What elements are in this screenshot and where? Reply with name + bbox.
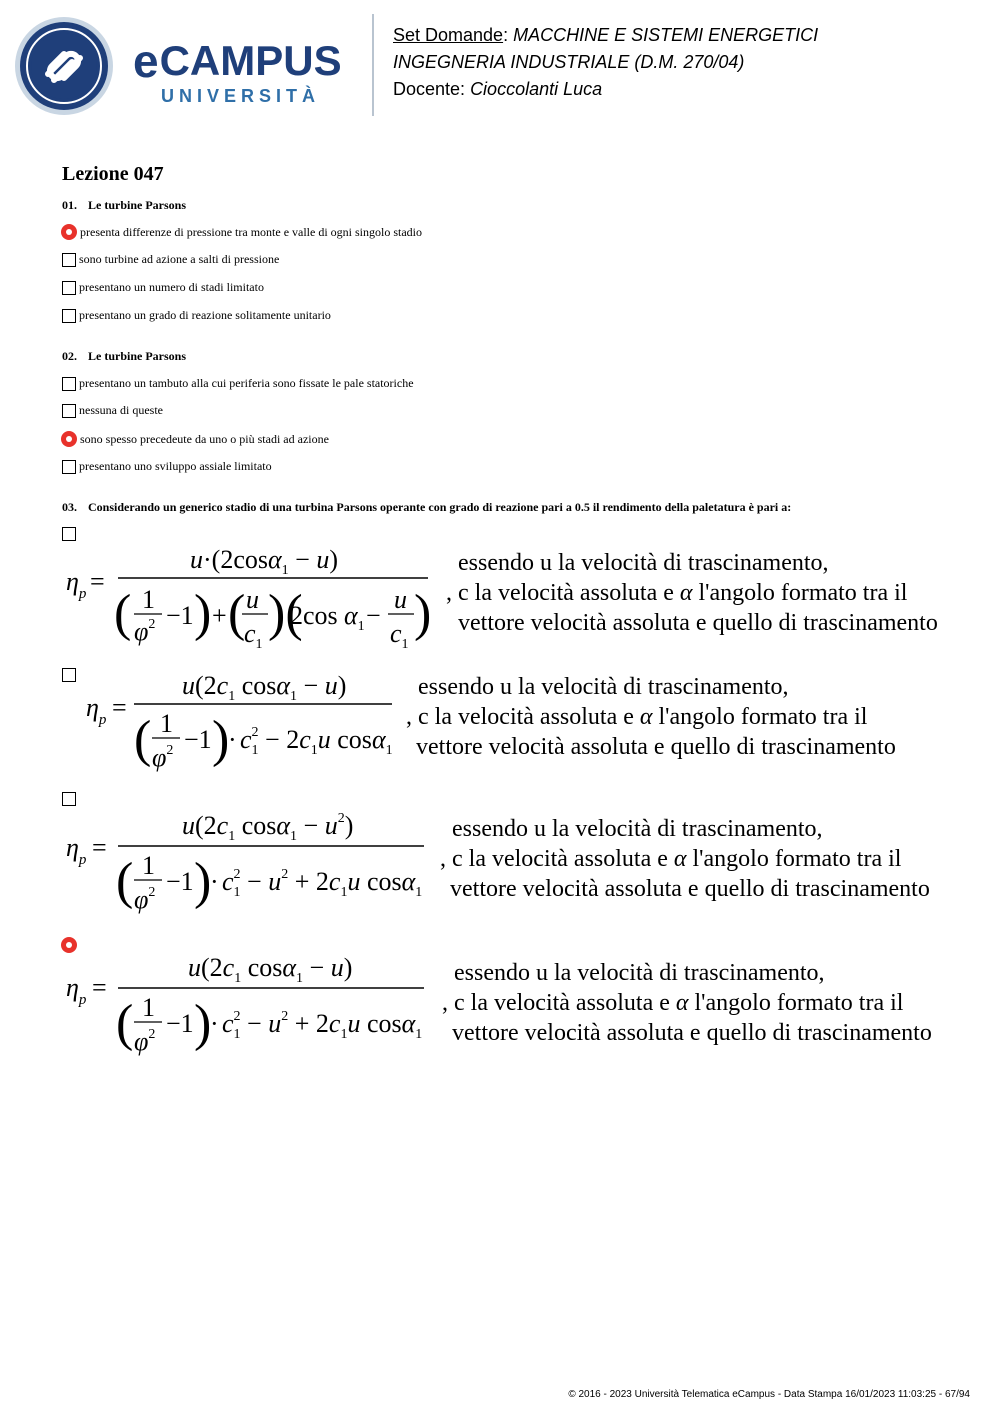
svg-text:1: 1 xyxy=(142,993,155,1022)
svg-text:2cos: 2cos xyxy=(290,601,338,630)
svg-text:u·(2cosα1 − u): u·(2cosα$_1$ − u) xyxy=(190,545,338,578)
svg-text:, c la velocità assoluta e α l xyxy=(406,704,868,730)
set-title: MACCHINE E SISTEMI ENERGETICI xyxy=(513,25,819,45)
selected-radio-icon[interactable] xyxy=(61,224,77,240)
brand-name-text: CAMPUS xyxy=(159,37,342,84)
svg-text:·: · xyxy=(228,725,237,754)
question-number: 03. xyxy=(62,500,77,514)
checkbox[interactable] xyxy=(62,460,76,474)
checkbox[interactable] xyxy=(62,253,76,267)
svg-text:c1: $c_1$ xyxy=(390,619,409,652)
caption-alpha: α xyxy=(679,580,693,606)
caption-line-2: , c la velocità assoluta e xyxy=(446,580,674,606)
caption-line-3: vettore velocità assoluta e quello di trascinamento xyxy=(450,876,930,902)
question-number: 01. xyxy=(62,198,77,212)
svg-text:φ2: $\varphi^2$ xyxy=(134,617,156,646)
set-subtitle: INGEGNERIA INDUSTRIALE (D.M. 270/04) xyxy=(393,52,745,72)
checkbox[interactable] xyxy=(62,281,76,295)
svg-text:u: u xyxy=(394,585,407,614)
svg-text:α1: $\alpha_1$ xyxy=(344,601,365,634)
checkbox[interactable] xyxy=(62,377,76,391)
svg-text:(: ( xyxy=(114,585,132,642)
caption-line-2b: l'angolo formato tra il xyxy=(694,990,904,1016)
q1-option-4[interactable] xyxy=(62,308,331,323)
svg-text:): ) xyxy=(414,585,432,642)
teacher-name: Cioccolanti Luca xyxy=(470,79,603,99)
q2-option-2[interactable] xyxy=(62,403,163,418)
svg-text:(: ( xyxy=(134,711,152,768)
checkbox[interactable] xyxy=(62,792,76,806)
q2-option-1[interactable] xyxy=(62,376,414,391)
checkbox[interactable] xyxy=(62,309,76,323)
caption-line-2b: l'angolo formato tra il xyxy=(692,846,902,872)
svg-text:c12 − 2c1u cosα1: $c_12 - 2c_1u$ cosα$_1$ xyxy=(240,725,393,758)
svg-text:−1: −1 xyxy=(166,867,194,896)
option-text: presentano uno sviluppo assiale limitato xyxy=(79,459,272,473)
q3-option-3[interactable] xyxy=(62,792,80,806)
q1-option-3[interactable] xyxy=(62,280,264,295)
svg-text:=: = xyxy=(92,973,107,1002)
svg-text:): ) xyxy=(212,711,230,768)
caption-line-3: vettore velocità assoluta e quello di trascinamento xyxy=(452,1020,932,1046)
q1-option-1[interactable] xyxy=(62,224,422,240)
brand-name xyxy=(133,35,342,87)
option-text: nessuna di queste xyxy=(79,403,163,417)
checkbox[interactable] xyxy=(62,527,76,541)
svg-text:−1: −1 xyxy=(166,601,194,630)
svg-text:u(2c1 cosα1 − u): $u(2c_1$ cosα$_1$ − u) xyxy=(182,671,347,704)
option-text: presentano un tambuto alla cui periferia sono fissate le pale statoriche xyxy=(79,376,414,390)
svg-text:−: − xyxy=(366,601,381,630)
svg-text:φ2: $\varphi^2$ xyxy=(134,885,156,914)
brand-subtitle: UNIVERSITÀ xyxy=(161,86,321,106)
caption-alpha: α xyxy=(639,704,653,730)
svg-text:(: ( xyxy=(116,853,134,910)
svg-text:+: + xyxy=(212,601,227,630)
svg-text:−1: −1 xyxy=(184,725,212,754)
formula-option-2 xyxy=(62,668,962,780)
svg-text:): ) xyxy=(194,995,212,1052)
svg-text:(: ( xyxy=(228,585,246,642)
svg-text:1: 1 xyxy=(142,585,155,614)
svg-text:·: · xyxy=(210,867,219,896)
teacher-line: Docente: Cioccolanti Luca xyxy=(393,79,603,99)
selected-radio-icon[interactable] xyxy=(61,431,77,447)
svg-text:, c la velocità assoluta e α l xyxy=(440,846,902,872)
caption-line-3: vettore velocità assoluta e quello di trascinamento xyxy=(416,734,896,760)
set-subtitle-line xyxy=(393,49,818,76)
svg-text:)(: )( xyxy=(268,585,303,642)
caption-line-1: essendo u la velocità di trascinamento, xyxy=(418,674,789,700)
caption-line-2: , c la velocità assoluta e xyxy=(442,990,670,1016)
svg-text:): ) xyxy=(194,585,212,642)
question-3 xyxy=(62,500,791,515)
caption-line-1: essendo u la velocità di trascinamento, xyxy=(454,960,825,986)
caption-line-2b: l'angolo formato tra il xyxy=(698,580,908,606)
svg-text:φ2: $\varphi^2$ xyxy=(152,743,174,772)
option-text: sono spesso precedeute da uno o più stadi ad azione xyxy=(80,431,329,446)
caption-line-1: essendo u la velocità di trascinamento, xyxy=(452,816,823,842)
caption-alpha: α xyxy=(675,990,689,1016)
svg-text:φ2: $\varphi^2$ xyxy=(134,1027,156,1056)
svg-text:(: ( xyxy=(116,995,134,1052)
formula-lhs: $\eta_p$ xyxy=(66,567,87,602)
option-text: presentano un numero di stadi limitato xyxy=(79,280,264,294)
header-info xyxy=(393,22,818,103)
checkbox[interactable] xyxy=(62,404,76,418)
caption-line-3: vettore velocità assoluta e quello di trascinamento xyxy=(458,610,938,636)
svg-text:c12 − u2 + 2c1u cosα1: $c_12 - u^2 + 2c_1u$ cosα$_1$ xyxy=(222,867,423,900)
option-text: sono turbine ad azione a salti di pressione xyxy=(79,252,280,266)
option-text: presenta differenze di pressione tra monte e valle di ogni singolo stadio xyxy=(80,224,423,239)
q3-option-1[interactable] xyxy=(62,527,80,541)
set-line: Set Domande: MACCHINE E SISTEMI ENERGETICI xyxy=(393,25,819,45)
svg-text:u(2c1 cosα1 − u): $u(2c_1$ cosα$_1$ − u) xyxy=(188,953,353,986)
q1-option-2[interactable] xyxy=(62,252,279,267)
svg-text:=: = xyxy=(92,833,107,862)
caption-line-2b: l'angolo formato tra il xyxy=(658,704,868,730)
page-footer: © 2016 - 2023 Università Telematica eCampus - Data Stampa 16/01/2023 11:03:25 - 67/94 xyxy=(568,1389,970,1400)
question-2 xyxy=(62,349,186,364)
option-text: presentano un grado di reazione solitamente unitario xyxy=(79,308,331,322)
question-text: Le turbine Parsons xyxy=(88,198,187,212)
ecampus-seal-logo xyxy=(14,16,114,116)
formula-option-1 xyxy=(62,540,992,658)
caption-line-2: , c la velocità assoluta e xyxy=(406,704,634,730)
set-label: Set Domande xyxy=(393,25,504,45)
caption-line-2: , c la velocità assoluta e xyxy=(440,846,668,872)
svg-text:c1: $c_1$ xyxy=(244,619,263,652)
question-text: Le turbine Parsons xyxy=(88,349,187,363)
q2-option-4[interactable] xyxy=(62,459,272,474)
formula-option-4 xyxy=(62,950,992,1068)
svg-text:ηp: $\eta_p$ xyxy=(66,833,87,868)
svg-text:=: = xyxy=(112,693,127,722)
svg-text:, c la velocità assoluta e α l xyxy=(442,990,904,1016)
brand-wordmark xyxy=(133,35,342,107)
lesson-title: Lezione 047 xyxy=(62,163,164,185)
brand-e-glyph: e xyxy=(133,35,159,87)
svg-text:·: · xyxy=(210,1009,219,1038)
q2-option-3[interactable] xyxy=(62,431,329,447)
svg-text:c12 − u2 + 2c1u cosα1: $c_12 - u^2 + 2c_1u$ cosα$_1$ xyxy=(222,1009,423,1042)
question-1 xyxy=(62,198,186,213)
svg-text:=: = xyxy=(90,567,105,596)
svg-text:1: 1 xyxy=(142,851,155,880)
svg-text:1: 1 xyxy=(160,709,173,738)
caption-line-1: essendo u la velocità di trascinamento, xyxy=(458,550,829,576)
svg-text:ηp: $\eta_p$ xyxy=(86,693,107,728)
svg-text:): ) xyxy=(194,853,212,910)
svg-text:u: u xyxy=(246,585,259,614)
svg-text:−1: −1 xyxy=(166,1009,194,1038)
formula-option-3 xyxy=(62,806,992,924)
question-text: Considerando un generico stadio di una turbina Parsons operante con grado di reazione pari a 0.5 il rendimento della paletatura è pari a: xyxy=(88,500,792,514)
teacher-label: Docente xyxy=(393,79,461,99)
header-divider xyxy=(372,14,374,116)
svg-text:, c la velocità assoluta e α l xyxy=(446,580,908,606)
caption-alpha: α xyxy=(673,846,687,872)
question-number: 02. xyxy=(62,349,77,363)
svg-text:u(2c1 cosα1 − u2): $u(2c_1$ $\cos\alpha_1 - u^2$) xyxy=(182,811,354,844)
svg-text:ηp: $\eta_p$ xyxy=(66,973,87,1008)
